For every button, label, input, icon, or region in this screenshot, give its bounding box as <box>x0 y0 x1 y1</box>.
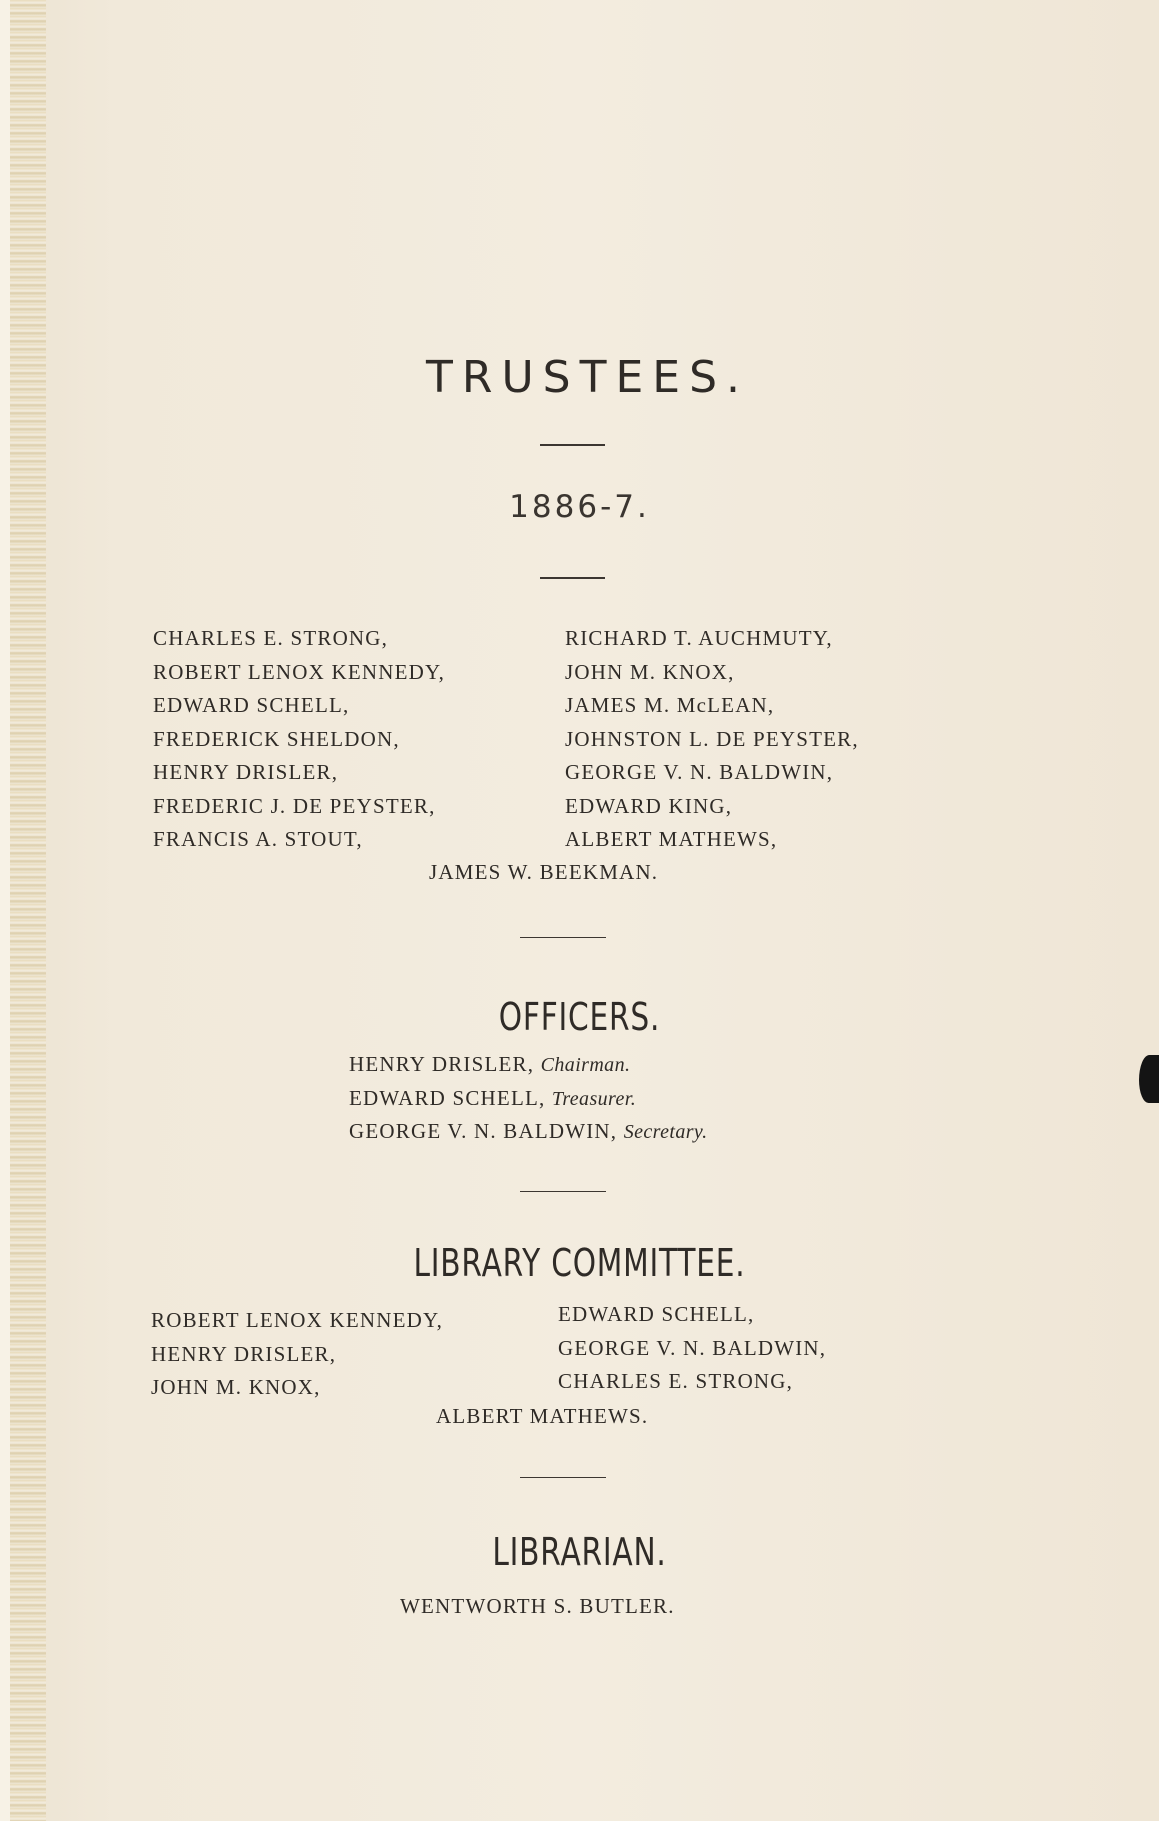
trustee-name: JAMES M. McLEAN, <box>565 693 775 717</box>
officer-treasurer <box>349 1086 636 1111</box>
trustee-name: FRANCIS A. STOUT, <box>153 827 363 851</box>
trustee-name: CHARLES E. STRONG, <box>153 626 389 650</box>
trustee-name: RICHARD T. AUCHMUTY, <box>565 626 833 650</box>
trustee-name: JOHN M. KNOX, <box>565 659 735 684</box>
officer-name: GEORGE V. N. BALDWIN, <box>349 1119 618 1143</box>
committee-member-last: ALBERT MATHEWS. <box>436 1404 649 1428</box>
torn-edge <box>1139 1055 1159 1103</box>
trustee-name: ROBERT LENOX KENNEDY, <box>153 659 446 684</box>
committee-right-column <box>558 1298 826 1399</box>
trustee-name-last: JAMES W. BEEKMAN. <box>429 860 659 884</box>
committee-member: GEORGE V. N. BALDWIN, <box>558 1335 827 1360</box>
trustees-title: TRUSTEES. <box>426 352 749 403</box>
officer-role: Treasurer. <box>551 1088 637 1110</box>
librarian-title: LIBRARIAN. <box>492 1530 667 1574</box>
officer-name: HENRY DRISLER, <box>349 1052 535 1076</box>
trustees-year: 1886-7. <box>509 489 650 525</box>
committee-member: HENRY DRISLER, <box>151 1341 337 1366</box>
divider-rule <box>540 577 605 579</box>
officer-chairman <box>349 1052 630 1077</box>
page-edge-margin <box>0 0 10 1821</box>
officer-secretary <box>349 1119 708 1144</box>
officer-role: Secretary. <box>623 1121 708 1143</box>
trustee-name: EDWARD KING, <box>565 793 733 818</box>
committee-member: ROBERT LENOX KENNEDY, <box>151 1308 444 1332</box>
committee-left-column <box>151 1304 443 1405</box>
trustee-name: FREDERIC J. DE PEYSTER, <box>153 793 436 818</box>
trustee-name: JOHNSTON L. DE PEYSTER, <box>565 726 859 751</box>
committee-member: JOHN M. KNOX, <box>151 1375 321 1399</box>
library-committee-title: LIBRARY COMMITTEE. <box>413 1241 746 1285</box>
trustee-name: GEORGE V. N. BALDWIN, <box>565 760 834 784</box>
officers-title: OFFICERS. <box>498 995 661 1039</box>
trustee-name: ALBERT MATHEWS, <box>565 827 778 851</box>
divider-rule <box>520 1191 606 1192</box>
trustee-name: EDWARD SCHELL, <box>153 693 350 717</box>
committee-member: CHARLES E. STRONG, <box>558 1369 794 1393</box>
divider-rule <box>520 1477 606 1478</box>
trustees-left-column <box>153 622 445 857</box>
trustee-name: HENRY DRISLER, <box>153 760 339 784</box>
trustee-name: FREDERICK SHELDON, <box>153 726 400 751</box>
trustees-right-column <box>565 622 859 857</box>
officer-role: Chairman. <box>540 1054 631 1076</box>
librarian-name: WENTWORTH S. BUTLER. <box>400 1594 675 1618</box>
officer-name: EDWARD SCHELL, <box>349 1086 546 1110</box>
committee-member: EDWARD SCHELL, <box>558 1302 755 1326</box>
divider-rule <box>520 937 606 938</box>
divider-rule <box>540 444 605 446</box>
